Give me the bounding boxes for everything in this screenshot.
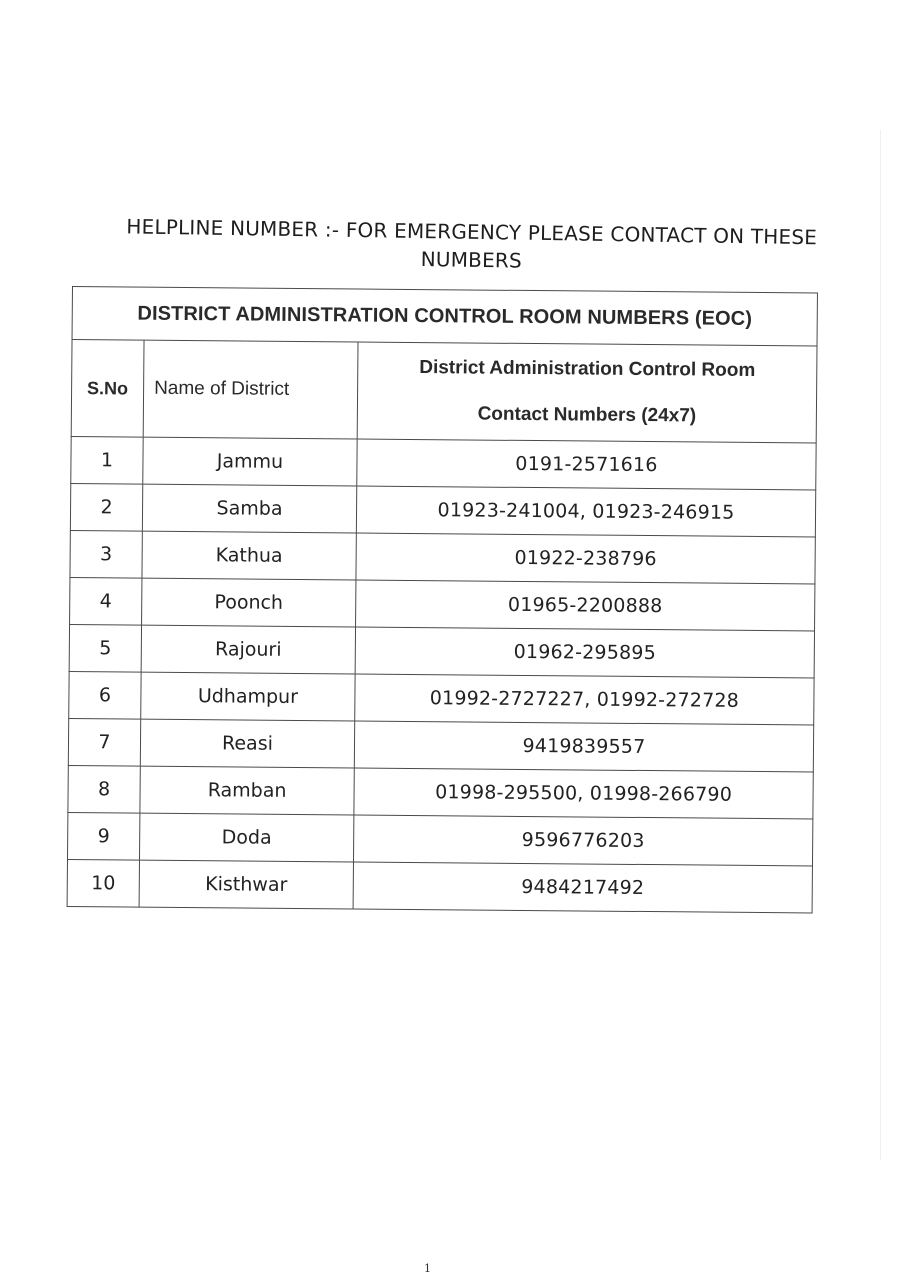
row-sno: 10 [67, 859, 139, 907]
control-room-table-wrapper [67, 286, 824, 914]
page-number: 1 [424, 1262, 431, 1275]
row-sno: 9 [67, 812, 139, 860]
row-contact: 0191-2571616 [357, 439, 816, 490]
table-row [68, 718, 813, 771]
row-sno: 7 [68, 718, 140, 766]
row-contact: 9484217492 [353, 862, 812, 913]
row-district: Udhampur [141, 672, 355, 721]
column-header-sno: S.No [71, 340, 144, 438]
helpline-heading: HELPLINE NUMBER :- FOR EMERGENCY PLEASE CONTACT ON THESE NUMBERS [126, 214, 818, 273]
column-header-contact [357, 342, 817, 443]
row-sno: 2 [70, 483, 142, 531]
table-row [71, 436, 816, 489]
table-row [69, 624, 814, 677]
row-contact: 01923-241004, 01923-246915 [356, 486, 815, 537]
table-row [69, 671, 814, 724]
row-sno: 1 [71, 436, 143, 484]
row-district: Samba [142, 484, 356, 533]
table-row [67, 812, 812, 865]
row-sno: 3 [70, 530, 142, 578]
row-sno: 6 [69, 671, 141, 719]
row-contact: 01992-2727227, 01992-272728 [355, 674, 814, 725]
column-header-contact-line2: Contact Numbers (24x7) [477, 403, 697, 427]
row-district: Poonch [142, 578, 356, 627]
table-row [68, 765, 813, 818]
table-row [67, 859, 812, 912]
control-room-table [67, 286, 818, 913]
table-row [70, 483, 815, 536]
row-sno: 5 [69, 624, 141, 672]
row-contact: 9419839557 [354, 721, 813, 772]
table-title: DISTRICT ADMINISTRATION CONTROL ROOM NUMBERS (EOC) [72, 287, 817, 346]
column-header-district: Name of District [143, 340, 358, 439]
row-district: Jammu [143, 437, 357, 486]
row-sno: 8 [68, 765, 140, 813]
row-contact: 01922-238796 [356, 533, 815, 584]
row-contact: 01965-2200888 [356, 580, 815, 631]
table-row [70, 530, 815, 583]
table-row [70, 577, 815, 630]
row-district: Reasi [140, 719, 354, 768]
row-district: Rajouri [141, 625, 355, 674]
row-district: Kisthwar [139, 860, 353, 909]
row-district: Ramban [140, 766, 354, 815]
row-contact: 01962-295895 [355, 627, 814, 678]
row-sno: 4 [70, 577, 142, 625]
row-district: Kathua [142, 531, 356, 580]
page-edge-line [880, 130, 881, 1160]
row-contact: 01998-295500, 01998-266790 [354, 768, 813, 819]
column-header-contact-line1: District Administration Control Room [419, 357, 756, 381]
table-header-row [71, 340, 817, 443]
row-contact: 9596776203 [353, 815, 812, 866]
row-district: Doda [139, 813, 353, 862]
